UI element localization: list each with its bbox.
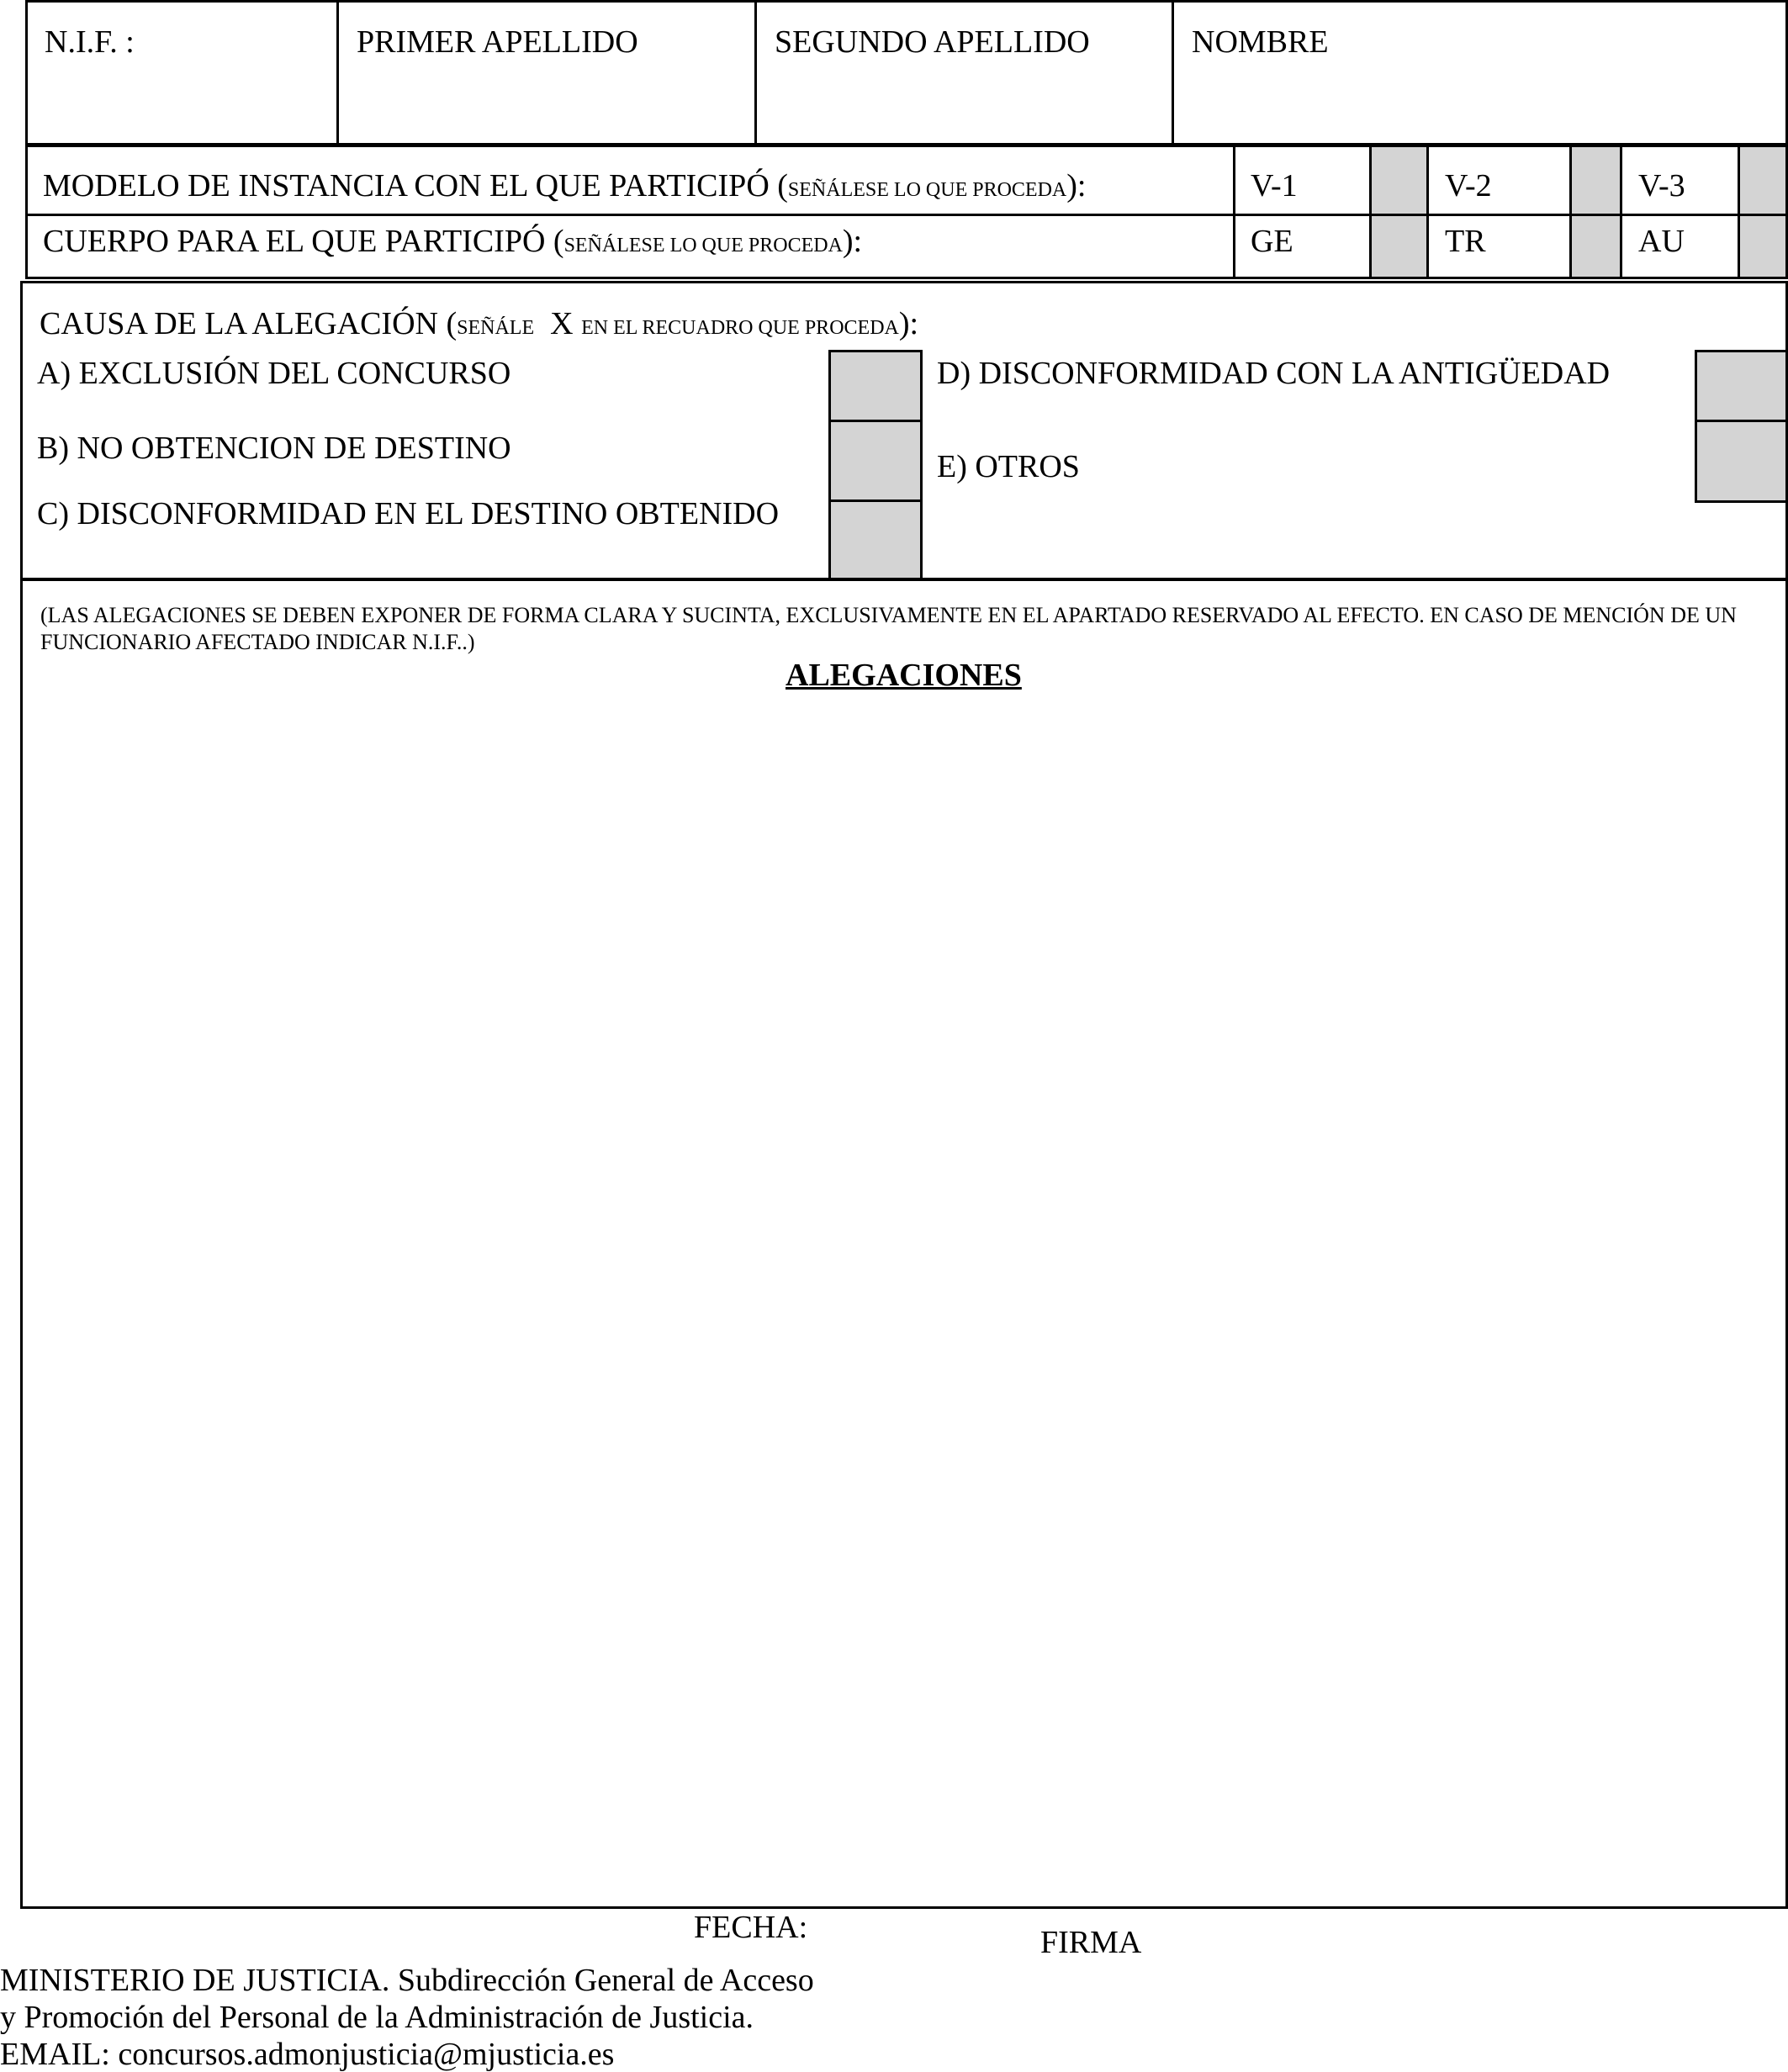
alegaciones-title: ALEGACIONES — [786, 658, 1022, 693]
checkbox-v3[interactable] — [1740, 147, 1785, 214]
causa-c-label: C) DISCONFORMIDAD EN EL DESTINO OBTENIDO — [37, 496, 780, 531]
checkbox-e[interactable] — [1697, 422, 1785, 500]
divider — [25, 214, 1788, 216]
checkbox-v2[interactable] — [1572, 147, 1620, 214]
checkbox-a[interactable] — [831, 352, 920, 420]
nombre-label: NOMBRE — [1192, 24, 1329, 60]
divider — [1233, 145, 1235, 279]
divider — [1620, 145, 1622, 279]
option-v1-label: V-1 — [1251, 168, 1298, 204]
alegaciones-textarea[interactable] — [25, 706, 1786, 1907]
checkbox-tr[interactable] — [1572, 216, 1620, 277]
option-v3-label: V-3 — [1638, 168, 1685, 204]
email-line: EMAIL: concursos.admonjusticia@mjusticia.es — [0, 2037, 615, 2072]
checkbox-ge[interactable] — [1372, 216, 1426, 277]
ministerio-line-1: MINISTERIO DE JUSTICIA. Subdirección General de Acceso — [0, 1963, 814, 1998]
firma-label: FIRMA — [1040, 1925, 1142, 1960]
causa-d-label: D) DISCONFORMIDAD CON LA ANTIGÜEDAD — [937, 356, 1611, 391]
modelo-cuerpo-section — [25, 145, 1788, 279]
ministerio-line-2: y Promoción del Personal de la Administración de Justicia. — [0, 2000, 754, 2035]
checkbox-d[interactable] — [1697, 352, 1785, 420]
option-ge-label: GE — [1251, 224, 1293, 259]
cuerpo-label: CUERPO PARA EL QUE PARTICIPÓ (SEÑÁLESE LO QUE PROCEDA): — [43, 224, 863, 259]
checkbox-au[interactable] — [1740, 216, 1785, 277]
checkbox-c[interactable] — [831, 502, 920, 578]
segundo-apellido-label: SEGUNDO APELLIDO — [775, 24, 1090, 60]
nif-label: N.I.F. : — [45, 24, 135, 60]
modelo-label: MODELO DE INSTANCIA CON EL QUE PARTICIPÓ (SEÑÁLESE LO QUE PROCEDA): — [43, 168, 1087, 204]
causa-label: CAUSA DE LA ALEGACIÓN (SEÑÁLE X EN EL RECUADRO QUE PROCEDA): — [40, 306, 919, 341]
divider — [1426, 145, 1429, 279]
option-v2-label: V-2 — [1445, 168, 1492, 204]
option-tr-label: TR — [1445, 224, 1486, 259]
checkbox-v1[interactable] — [1372, 147, 1426, 214]
primer-apellido-label: PRIMER APELLIDO — [357, 24, 638, 60]
checkbox-b[interactable] — [831, 422, 920, 500]
alegaciones-note: (LAS ALEGACIONES SE DEBEN EXPONER DE FORMA CLARA Y SUCINTA, EXCLUSIVAMENTE EN EL APARTADO RESERVADO AL EFECTO. EN CASO DE MENCIÓN DE UN FUNCIONARIO AFECTADO INDICAR N.I.F..) — [40, 603, 1737, 654]
causa-a-label: A) EXCLUSIÓN DEL CONCURSO — [37, 356, 511, 391]
causa-b-label: B) NO OBTENCION DE DESTINO — [37, 431, 511, 466]
causa-e-label: E) OTROS — [937, 449, 1080, 484]
option-au-label: AU — [1638, 224, 1685, 259]
fecha-label: FECHA: — [694, 1910, 808, 1945]
